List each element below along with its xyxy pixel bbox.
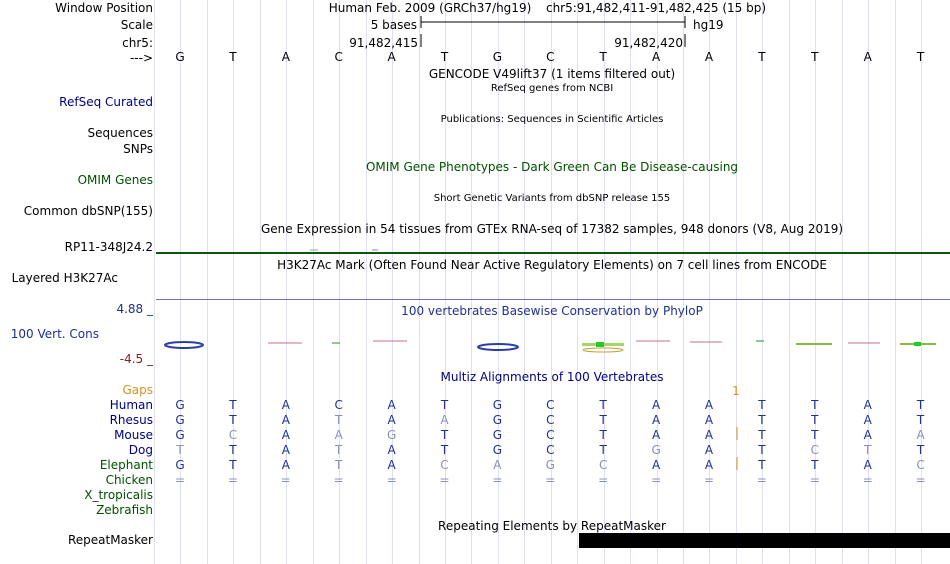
cons-max-label: 4.88 _	[116, 302, 153, 316]
alignment-base: C	[228, 428, 238, 442]
alignment-base: =	[227, 473, 238, 487]
reference-base: T	[229, 50, 237, 64]
alignment-base: A	[387, 398, 396, 412]
track-label-sequences[interactable]: Sequences	[87, 126, 153, 140]
scale-label: Scale	[120, 18, 153, 32]
species-label[interactable]: Dog	[128, 443, 153, 457]
alignment-base: A	[704, 428, 714, 442]
alignment-base: C	[810, 443, 819, 457]
alignment-base: A	[863, 413, 872, 427]
alignment-base: T	[229, 413, 237, 427]
track-label-conservation[interactable]: 100 Vert. Cons	[10, 327, 99, 341]
alignment-base: A	[704, 413, 714, 427]
alignment-base: A	[281, 398, 290, 412]
alignment-base: G	[492, 428, 503, 442]
alignment-base: T	[811, 428, 819, 442]
alignment-base: T	[599, 443, 607, 457]
alignment-base: T	[758, 398, 766, 412]
alignment-base: T	[229, 458, 237, 472]
alignment-base: =	[492, 473, 503, 487]
alignment-base: T	[335, 413, 343, 427]
alignment-base: =	[862, 473, 873, 487]
track-label-refseq[interactable]: RefSeq Curated	[59, 95, 153, 109]
scale-bases: 5 bases	[370, 18, 417, 32]
alignment-base: A	[334, 428, 343, 442]
species-label[interactable]: X_tropicalis	[84, 488, 153, 502]
publications-track-title[interactable]: Publications: Sequences in Scientific Articles	[440, 114, 664, 125]
alignment-base: C	[546, 443, 555, 457]
reference-base: C	[334, 50, 343, 64]
alignment-base: A	[863, 428, 872, 442]
alignment-base: G	[175, 398, 185, 412]
alignment-base: C	[916, 458, 925, 472]
alignment-base: G	[545, 458, 555, 472]
alignment-base: C	[546, 428, 555, 442]
alignment-base: A	[281, 443, 290, 457]
track-label-repeatmasker[interactable]: RepeatMasker	[67, 533, 153, 547]
alignment-base: A	[281, 428, 290, 442]
reference-base: A	[651, 50, 661, 64]
species-label[interactable]: Human	[109, 398, 153, 412]
repeatmasker-track-title[interactable]: Repeating Elements by RepeatMasker	[438, 519, 666, 533]
alignment-base: T	[916, 413, 925, 427]
alignment-base: T	[440, 398, 449, 412]
alignment-base: A	[281, 413, 290, 427]
alignment-base: =	[545, 473, 556, 487]
alignment-base: C	[598, 458, 608, 472]
reference-base: T	[758, 50, 766, 64]
alignment-base: C	[334, 398, 343, 412]
alignment-base: T	[811, 398, 819, 412]
reference-base: T	[811, 50, 819, 64]
position-right: 91,482,420	[614, 36, 683, 50]
track-label-gtex[interactable]: RP11-348J24.2	[64, 240, 153, 254]
alignment-base: T	[811, 413, 819, 427]
alignment-base: T	[229, 443, 237, 457]
alignment-base: =	[598, 473, 609, 487]
window-position-label: Window Position	[55, 1, 153, 15]
alignment-base: A	[651, 398, 661, 412]
alignment-base: C	[546, 398, 555, 412]
omim-track-title[interactable]: OMIM Gene Phenotypes - Dark Green Can Be Disease-causing	[365, 160, 739, 174]
alignment-base: A	[651, 458, 661, 472]
alignment-base: T	[599, 428, 607, 442]
reference-base: A	[863, 50, 872, 64]
reference-base: A	[281, 50, 290, 64]
alignment-base: A	[704, 443, 714, 457]
alignment-base: T	[758, 413, 766, 427]
reference-base: T	[599, 50, 607, 64]
reference-base: G	[175, 50, 185, 64]
alignment-base: =	[174, 473, 186, 487]
alignment-base: A	[440, 413, 449, 427]
h3k27ac-track-title[interactable]: H3K27Ac Mark (Often Found Near Active Regulatory Elements) on 7 cell lines from ENCODE	[277, 258, 827, 272]
species-label[interactable]: Elephant	[99, 458, 153, 472]
conservation-wiggle	[165, 341, 936, 352]
window-position-value: chr5:91,482,411-91,482,425 (15 bp)	[545, 1, 767, 15]
chrom-label: chr5:	[122, 36, 153, 50]
alignment-base: A	[863, 398, 872, 412]
track-label-gaps[interactable]: Gaps	[122, 383, 153, 397]
alignment-base: G	[175, 413, 185, 427]
alignment-base: C	[546, 413, 555, 427]
alignment-base: A	[863, 458, 872, 472]
species-label[interactable]: Chicken	[105, 473, 153, 487]
alignment-base: A	[387, 413, 396, 427]
alignment-base: G	[175, 428, 185, 442]
alignment-base: C	[440, 458, 449, 472]
track-label-h3k27ac[interactable]: Layered H3K27Ac	[11, 271, 118, 285]
gtex-track-title[interactable]: Gene Expression in 54 tissues from GTEx RNA-seq of 17382 samples, 948 donors (V8, Aug 2019)	[260, 222, 844, 236]
reference-base: T	[916, 50, 925, 64]
alignment-base: =	[333, 473, 344, 487]
alignment-base: =	[915, 473, 926, 487]
refseq-track-title[interactable]: RefSeq genes from NCBI	[490, 83, 614, 94]
alignment-base: T	[758, 443, 766, 457]
reference-base: A	[704, 50, 714, 64]
alignment-base: =	[809, 473, 820, 487]
alignment-base: A	[387, 458, 396, 472]
position-left: 91,482,415	[349, 36, 418, 50]
alignment-base: T	[916, 398, 925, 412]
alignment-base: =	[280, 473, 291, 487]
alignment-base: =	[439, 473, 450, 487]
alignment-base: T	[176, 443, 184, 457]
alignment-base: =	[386, 473, 397, 487]
alignment-base: G	[175, 458, 185, 472]
alignment-base: T	[864, 443, 872, 457]
alignment-base: T	[335, 443, 343, 457]
alignment-base: =	[703, 473, 715, 487]
species-label[interactable]: Mouse	[114, 428, 153, 442]
species-label[interactable]: Zebrafish	[96, 503, 153, 517]
conservation-track-title[interactable]: 100 vertebrates Basewise Conservation by PhyloP	[401, 304, 703, 318]
alignment-base: A	[387, 443, 396, 457]
alignment-base: A	[704, 398, 714, 412]
cons-min-label: -4.5 _	[119, 352, 153, 366]
alignment-base: T	[758, 428, 766, 442]
scale-db: hg19	[693, 18, 724, 32]
strand-label[interactable]: --->	[129, 51, 153, 65]
reference-base: A	[387, 50, 396, 64]
alignment-base: A	[651, 413, 661, 427]
alignment-base: T	[440, 428, 449, 442]
species-label[interactable]: Rhesus	[109, 413, 153, 427]
alignment-base: G	[651, 443, 661, 457]
alignment-base: G	[492, 443, 503, 457]
assembly-title: Human Feb. 2009 (GRCh37/hg19)	[328, 1, 532, 15]
alignment-base: A	[916, 428, 925, 442]
alignment-base: A	[651, 428, 661, 442]
gap-count: 1	[732, 384, 740, 398]
alignment-base: T	[811, 458, 819, 472]
dbsnp-track-title[interactable]: Short Genetic Variants from dbSNP release 155	[433, 193, 671, 204]
reference-base: G	[492, 50, 503, 64]
alignment-base: G	[492, 413, 503, 427]
alignment-base: T	[916, 443, 925, 457]
alignment-base: G	[492, 398, 503, 412]
alignment-base: T	[599, 398, 607, 412]
alignment-base: A	[493, 458, 502, 472]
track-label-dbsnp[interactable]: Common dbSNP(155)	[23, 204, 153, 218]
alignment-base: T	[335, 458, 343, 472]
alignment-base: T	[599, 413, 607, 427]
multiz-track-title[interactable]: Multiz Alignments of 100 Vertebrates	[440, 370, 664, 384]
alignment-base: T	[440, 443, 449, 457]
gencode-track-title[interactable]: GENCODE V49lift37 (1 items filtered out)	[428, 67, 676, 81]
alignment-base: A	[281, 458, 290, 472]
alignment-base: A	[704, 458, 714, 472]
track-label-omim[interactable]: OMIM Genes	[77, 173, 153, 187]
reference-base: C	[546, 50, 555, 64]
alignment-base: T	[758, 458, 766, 472]
reference-base: T	[440, 50, 449, 64]
alignment-base: T	[229, 398, 237, 412]
alignment-base: =	[756, 473, 767, 487]
track-label-snps[interactable]: SNPs	[123, 142, 153, 156]
alignment-base: =	[651, 473, 662, 487]
alignment-base: G	[386, 428, 397, 442]
